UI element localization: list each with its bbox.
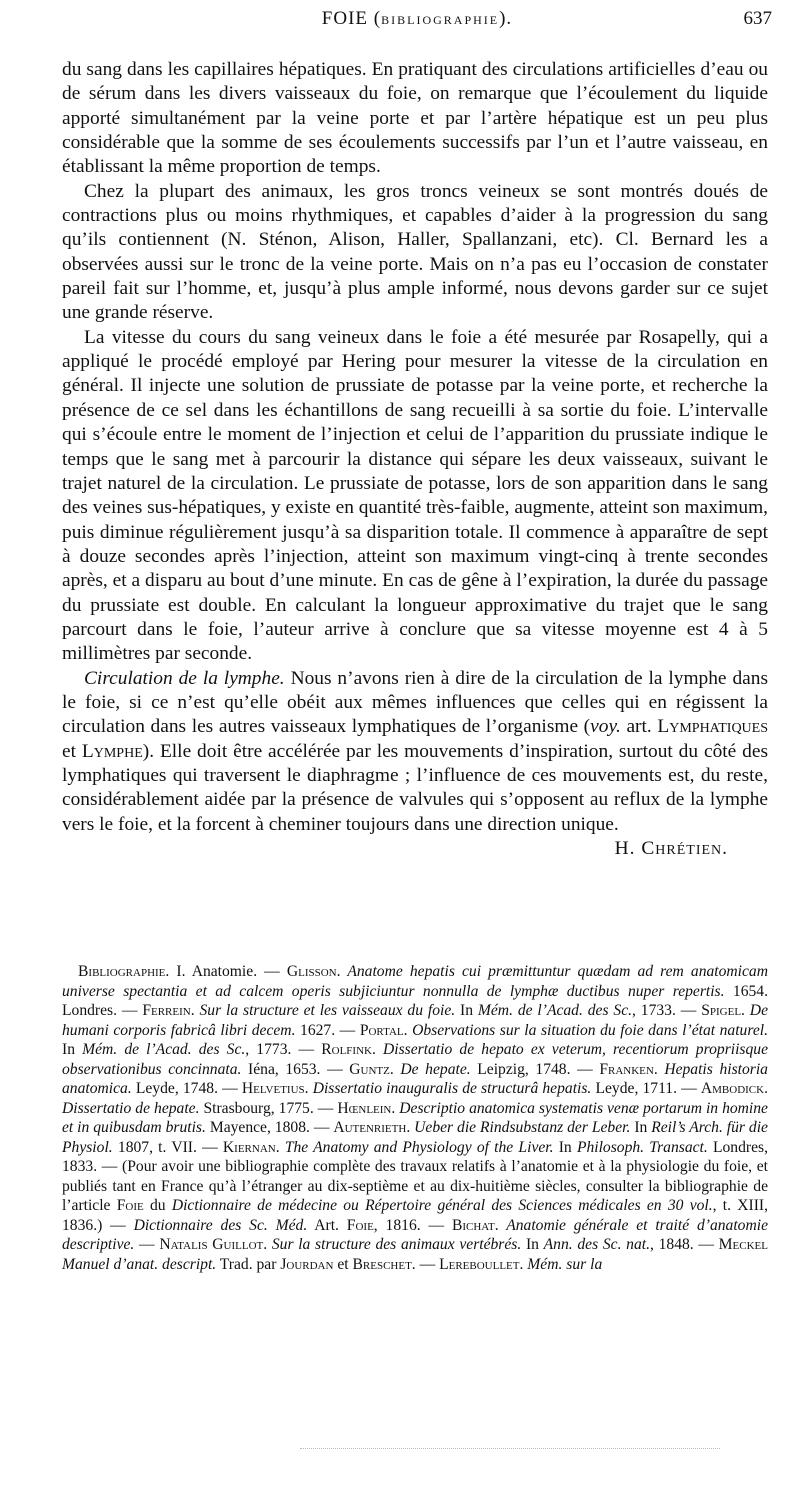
scan-artifact	[300, 1448, 720, 1451]
bib-pub: , 1848. —	[650, 1236, 719, 1253]
bib-pub: Iéna, 1653. —	[241, 1060, 350, 1078]
bibliography	[62, 962, 768, 1274]
bib-journal: Ann. des Sc. nat.	[543, 1236, 650, 1253]
bib-title: Sur la structure et les vaisseaux du foie.	[194, 1002, 456, 1019]
bib-pub: —	[134, 1236, 160, 1253]
bib-author: Helvetius.	[241, 1080, 309, 1097]
bib-title: Hepatis historia anatomica.	[62, 1060, 768, 1097]
bib-author: Meckel	[718, 1236, 768, 1253]
bib-author: Breschet.	[352, 1255, 416, 1273]
paragraph-4-text-a: Nous n’avons rien à dire de la circulation de la lymphe dans le foie, si ce n’est qu’elle obéit aux mêmes influences que celles qui en régissent la circulation dans les autres vaisseaux lymphatiques de l’organisme (	[62, 667, 768, 738]
section-heading-lymph: Circulation de la lymphe.	[84, 667, 285, 689]
bib-cross-ref: Foie	[346, 1216, 374, 1234]
bib-pub: In	[521, 1236, 544, 1253]
paragraph-4-text-c: et	[62, 740, 82, 762]
bib-pub: In	[630, 1119, 652, 1136]
bib-pub: Trad. par	[216, 1255, 281, 1273]
bib-author: Ferrein.	[142, 1002, 195, 1019]
bib-title: Anatome hepatis cui præmittuntur quædam ad rem anatomicam universe spectantia et ad calcem operis subjiciuntur nonnulla de lymphæ ductibus nuper repertis.	[62, 963, 768, 1000]
body-text	[62, 58, 768, 861]
bib-pub: In	[455, 1002, 478, 1019]
bib-title: Manuel d’anat. descript.	[62, 1255, 217, 1273]
bibliography-label: Bibliographie.	[78, 963, 170, 980]
bib-title: Ueber die Rindsubstanz der Leber.	[410, 1119, 631, 1136]
bib-title: Dissertatio de hepato ex veterum, recentiorum propriisque observationibus concinnata.	[62, 1041, 769, 1078]
bib-pub: 1654. Londres. —	[62, 982, 768, 1019]
bib-pub: Mayence, 1808. —	[205, 1119, 334, 1136]
bib-author: Spigel.	[701, 1002, 745, 1019]
bib-pub: , 1733. —	[632, 1002, 702, 1019]
bib-journal: Dictionnaire de médecine ou Répertoire général des Sciences médicales en 30 vol.	[171, 1197, 713, 1214]
bib-author: Franken.	[599, 1060, 658, 1078]
bib-author: Natalis Guillot.	[159, 1236, 268, 1253]
bib-author: Autenrieth.	[333, 1119, 411, 1136]
bib-author: Kiernan.	[222, 1138, 280, 1156]
bib-pub: Art.	[307, 1216, 347, 1234]
paragraph-4	[62, 667, 769, 859]
bib-cross-ref: Foie	[116, 1197, 144, 1214]
bib-pub: Londres, 1833. — (Pour avoir une bibliographie complète des travaux relatifs à l’anatomie et à la physiologie du foie, et publiés tant en France qu’à l’étranger au dix-septième et au dix-huitième siècles, consulter la bibliographie de l’article	[62, 1138, 768, 1214]
bib-pub: du	[143, 1197, 172, 1214]
bib-journal: Mém. de l’Acad. des Sc.	[477, 1002, 633, 1019]
paragraph-4-text-d: ). Elle doit être accélérée par les mouvements d’inspiration, surtout du côté des lymphatiques qui traversent le diaphragme ; l’influence de ces mouvements est, du reste, considérablement aidée par la présence de valvules qui s’opposent au reflux de la lymphe vers le foie, et la forcent à cheminer toujours dans une direction unique.	[62, 740, 769, 835]
page-header	[62, 8, 772, 38]
bib-author: Portal.	[359, 1021, 408, 1039]
cross-ref-lymphatiques: Lymphatiques	[657, 716, 769, 738]
bib-journal: Reil’s Arch. für die Physiol.	[62, 1119, 768, 1156]
bib-title: Anatomie générale et traité d’anatomie descriptive.	[62, 1216, 768, 1253]
paragraph-2: Chez la plupart des animaux, les gros troncs veineux se sont montrés doués de contractions plus ou moins rhythmiques, et capables d’aider à la progression du sang qu’ils contiennent (N. Sténon, Alison, Haller, Spallanzani, etc). Cl. Bernard les a observées aussi sur le tronc de la veine porte. Mais on n’a pas eu l’occasion de constater pareil fait sur l’homme, et, jusqu’à plus ample informé, nous devons garder sur ce sujet une grande réserve.	[62, 180, 768, 324]
bib-pub: , 1816. —	[373, 1216, 452, 1234]
bib-journal: Mém. de l’Acad. des Sc.	[82, 1041, 246, 1058]
paragraph-3: La vitesse du cours du sang veineux dans le foie a été mesurée par Rosapelly, qui a appliqué le procédé employé par Hering pour mesurer la vitesse de la circulation en général. Il injecte une solution de prussiate de potasse par la veine porte, et recherche la présence de ce sel dans les échantillons de sang recueilli à sa sortie du foie. L’intervalle qui s’écoule entre le moment de l’injection et celui de l’apparition du prussiate indique le temps que le sang met à parcourir la distance qui sépare les deux vaisseaux, suivant le trajet naturel de la circulation. Le prussiate de potasse, lors de son apparition dans le sang des veines sus-hépatiques, y existe en quantité très-faible, augmente, atteint son maximum, puis diminue régulièrement jusqu’à sa disparition totale. Il commence à apparaître de sept à douze secondes après l’injection, atteint son maximum vingt-cinq à trente secondes après, et a disparu au bout d’une minute. En cas de gêne à l’expiration, la durée du passage du prussiate est double. En calculant la longueur approximative du trajet que le sang parcourt dans le foie, l’auteur arrive à conclure que sa vitesse moyenne est 4 à 5 millimètres par seconde.	[62, 326, 768, 665]
bib-pub: 1627. —	[295, 1021, 360, 1039]
bib-pub: Leipzig, 1748. —	[470, 1060, 600, 1078]
bib-author: Hœnlein.	[337, 1099, 396, 1117]
bib-pub: , t. XIII, 1836.) —	[62, 1197, 768, 1234]
page-number: 637	[743, 8, 772, 29]
bib-pub: Strasbourg, 1775. —	[199, 1099, 338, 1117]
running-title	[62, 8, 772, 30]
bib-title: Descriptio anatomica systematis venæ portarum in homine et in quibusdam brutis.	[62, 1099, 768, 1136]
bib-journal: Dictionnaire des Sc. Méd.	[133, 1216, 308, 1234]
bib-title: De hepate.	[393, 1060, 471, 1078]
bib-author: Rolfink.	[321, 1041, 376, 1058]
bib-title: The Anatomy and Physiology of the Liver.	[279, 1138, 554, 1156]
cross-ref-lymphe: Lymphe	[81, 740, 143, 762]
bib-title: Observations sur la situation du foie dans l’état naturel.	[407, 1021, 769, 1039]
bib-pub: In	[62, 1041, 83, 1058]
paragraph-1: du sang dans les capillaires hépatiques. En pratiquant des circulations artificielles d’eau ou de sérum dans les divers vaisseaux du foie, on remarque que l’écoulement du liquide apporté simultanément par la veine porte et par l’artère hépatique est un peu plus considérable que la somme de ses écoulements successifs par l’un et l’autre vaisseau, en établissant la même proportion de temps.	[62, 59, 768, 178]
bib-title: Dissertatio de hepate.	[62, 1099, 200, 1117]
voy-abbrev: voy.	[590, 716, 621, 738]
running-title-main: FOIE (	[321, 8, 382, 29]
running-title-end: ).	[499, 8, 513, 29]
bib-pub: , 1773. —	[245, 1041, 322, 1058]
bib-author: Guntz.	[349, 1060, 394, 1078]
bib-author: Jourdan	[280, 1255, 334, 1273]
bib-author: Glisson.	[286, 963, 341, 980]
paragraph-4-text-b: art.	[620, 716, 658, 738]
bib-pub: et	[333, 1255, 353, 1273]
bib-pub: —	[415, 1255, 440, 1273]
bib-pub: In	[553, 1138, 577, 1156]
bib-author: Ambodick.	[700, 1080, 768, 1097]
bib-pub: Leyde, 1711. —	[591, 1080, 701, 1097]
bib-author: Bichat.	[451, 1216, 499, 1234]
bib-title: Sur la structure des animaux vertébrés.	[267, 1236, 522, 1253]
author-signature: H. Chrétien.	[614, 838, 728, 859]
bib-pub: 1807, t. VII. —	[112, 1138, 223, 1156]
bibliography-section: I. Anatomie. —	[169, 963, 287, 980]
bib-pub: Leyde, 1748. —	[131, 1080, 242, 1097]
bib-title: Mém. sur la	[523, 1255, 603, 1273]
bib-author: Lereboullet.	[439, 1255, 524, 1273]
running-title-subtitle: BIBLIOGRAPHIE	[381, 13, 500, 27]
bib-title: Dissertatio inauguralis de structurâ hepatis.	[308, 1080, 592, 1097]
bib-journal: Philosoph. Transact.	[576, 1138, 708, 1156]
bib-title: De humani corporis fabricâ libri decem.	[62, 1002, 768, 1039]
